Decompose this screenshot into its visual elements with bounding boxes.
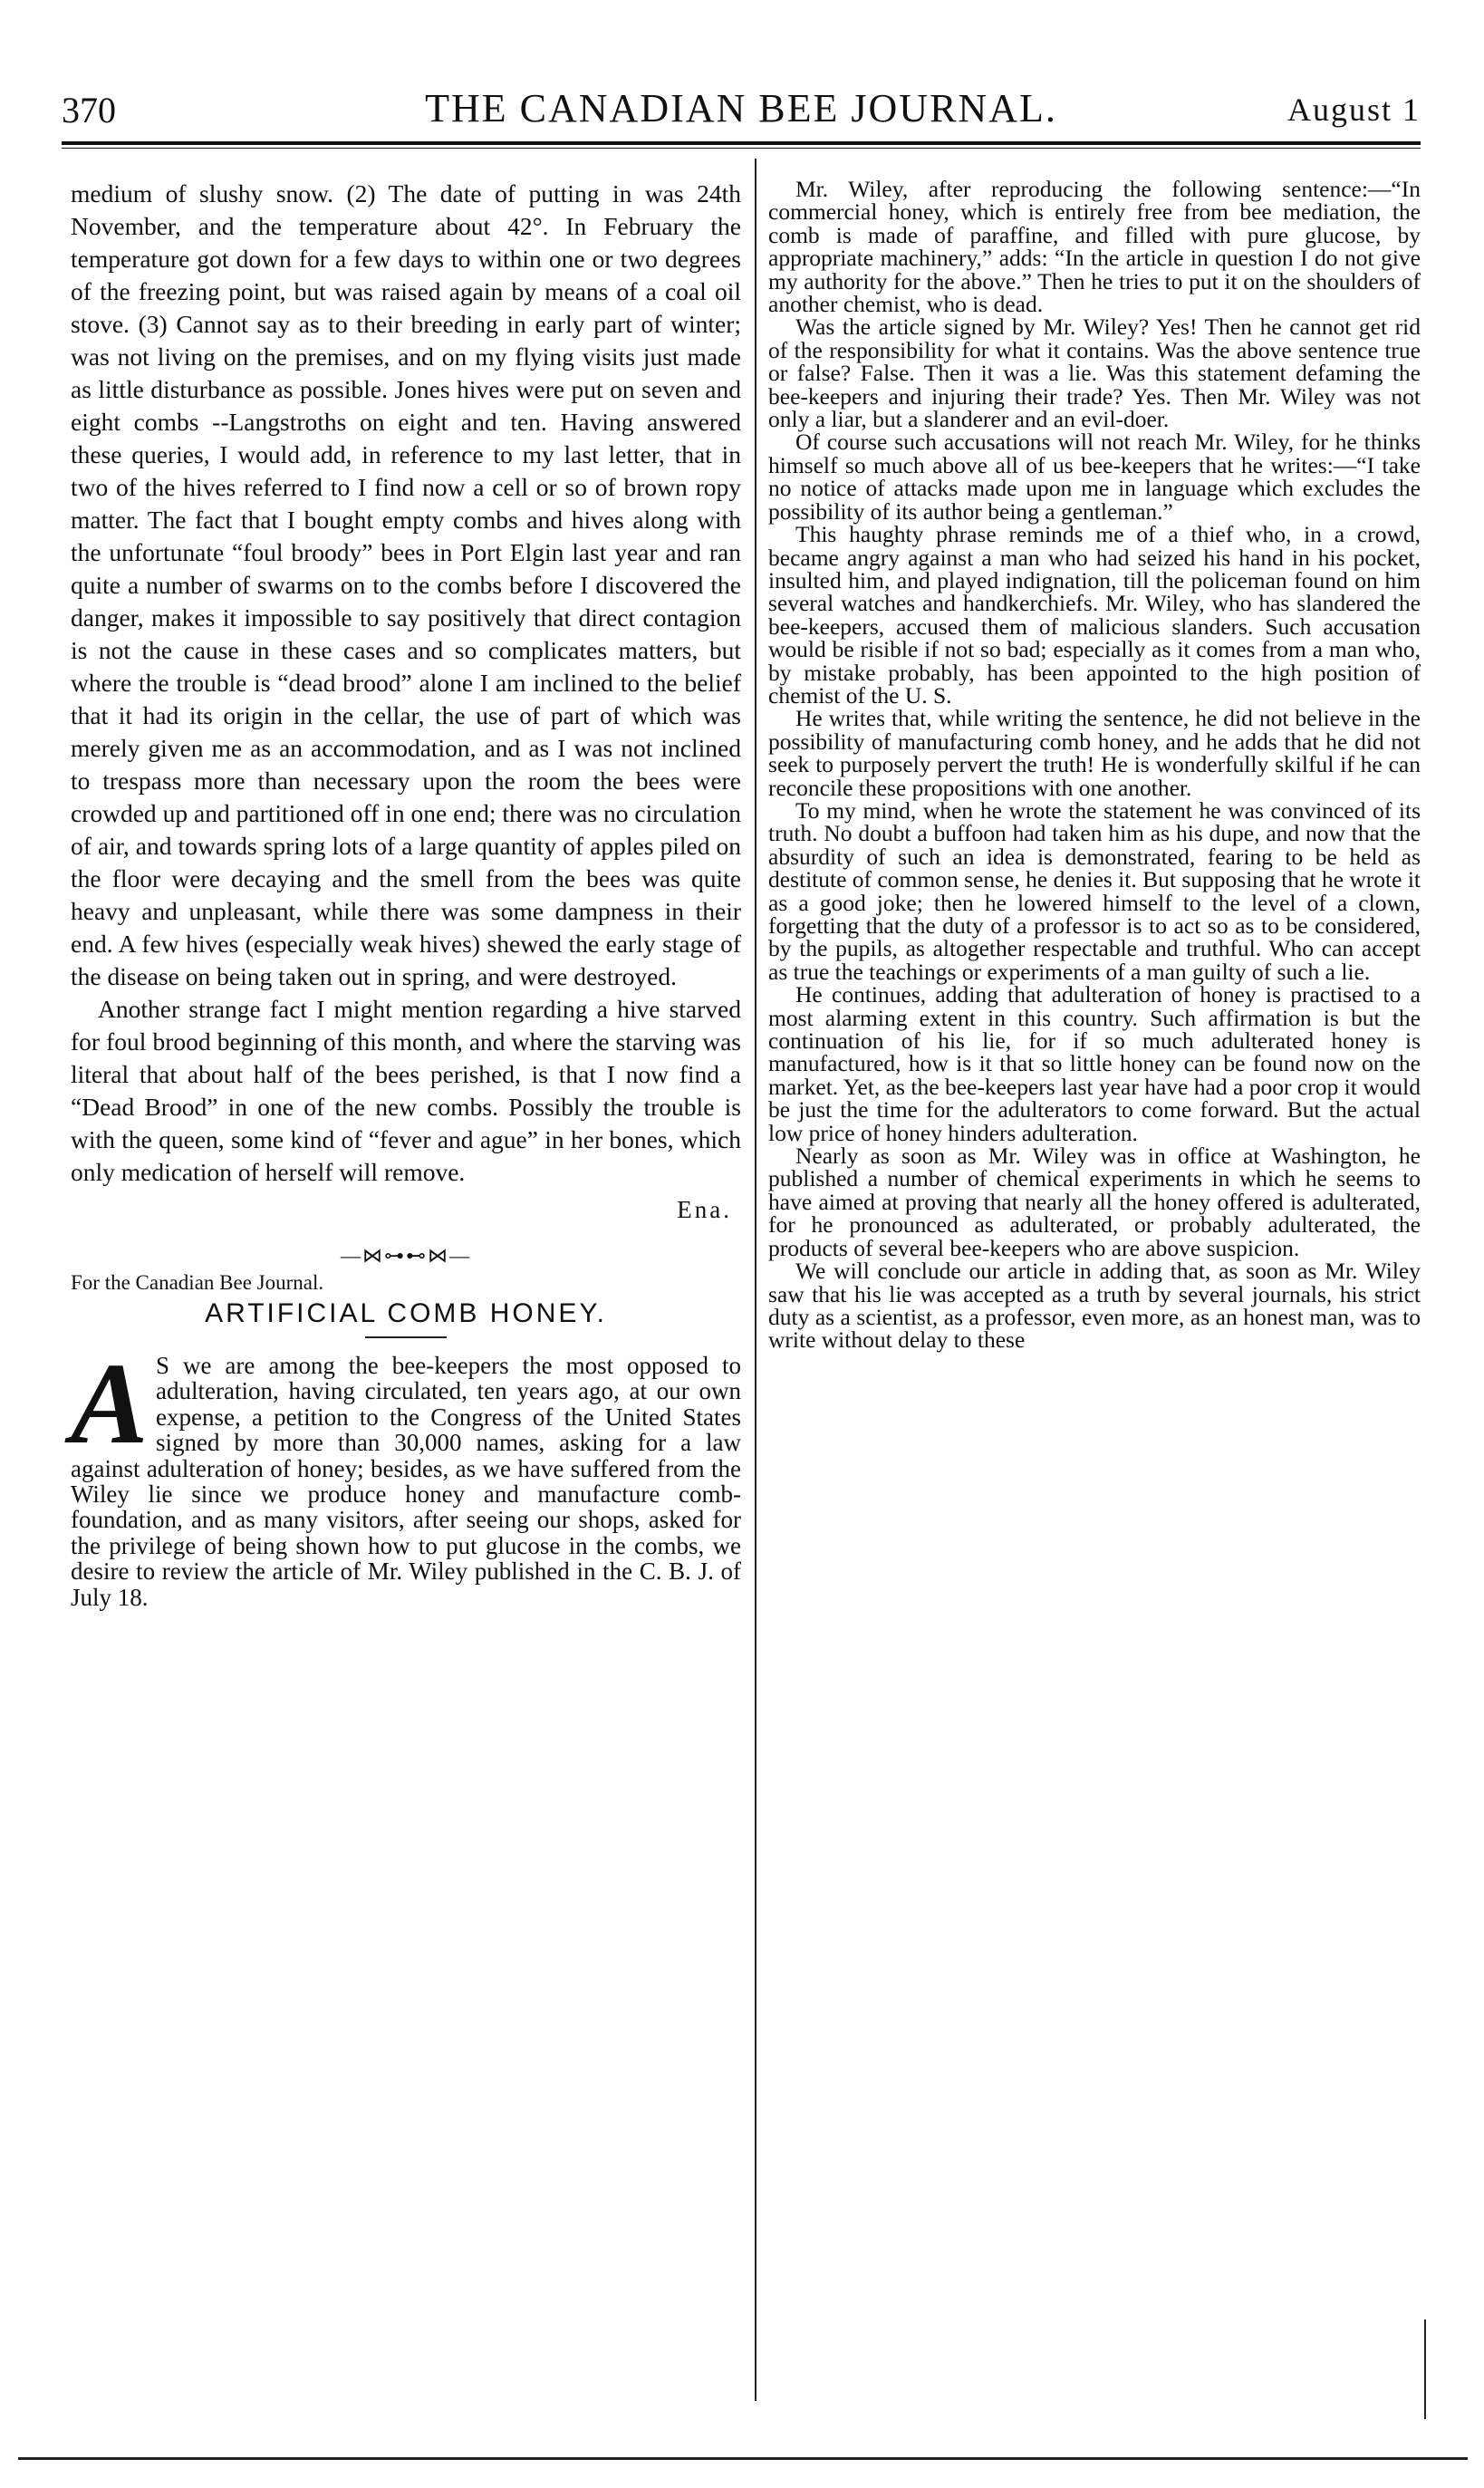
paragraph: medium of slushy snow. (2) The date of putting in was 24th November, and the temperature about 42°. In February the temperature got down for a few days to within one or two degrees of the freezing point, but was raised again by means of a coal oil stove. (3) Cannot say as to their breeding in early part of winter; was not living on the premises, and on my flying visits just made as little disturbance as possible. Jones hives were put on seven and eight combs --Langstroths on eight and ten. Having answered these queries, I would add, in reference to my last letter, that in two of the hives referred to I find now a cell or so of brown ropy matter. The fact that I bought empty combs and hives along with the unfortunate “foul broody” bees in Port Elgin last year and ran quite a number of swarms on to the combs before I discovered the danger, makes it impossible to say positively that direct contagion is not the cause in these cases and so complicates matters, but where the trouble is “dead brood” alone I am inclined to the belief that it had its origin in the cellar, the use of part of which was merely given me as an accommodation, and as I was not inclined to trespass more than necessary upon the room the bees were crowded up and partitioned off in one end; there was no circulation of air, and towards spring lots of a large quantity of apples piled on the floor were decaying and the smell from the bees was quite heavy and unpleasant, while there was some dampness in their end. A few hives (especially weak hives) shewed the early stage of the disease on being taken out in spring, and were destroyed. [71, 179, 741, 990]
paragraph: S we are among the bee-keepers the most opposed to adulteration, having circulated, ten years ago, at our own expense, a petition to the Congress of the United States signed by more than 30,000 names, asking for a law against adulteration of honey; besides, as we have suffered from the Wiley lie since we produce honey and manufacture comb-foundation, and as many visitors, after seeing our shops, asked for the privilege of being shown how to put glucose in the combs, we desire to review the article of Mr. Wiley published in the C. B. J. of July 18. [71, 1352, 741, 1611]
paragraph: Another strange fact I might mention regarding a hive starved for foul brood beginning of this month, and where the starving was literal that about half of the bees perished, is that I now find a “Dead Brood” in one of the new combs. Possibly the trouble is with the queen, some kind of “fever and ague” in her bones, which only medication of herself will remove. [71, 995, 741, 1186]
journal-title: THE CANADIAN BEE JOURNAL. [425, 86, 1057, 130]
right-column [768, 178, 1421, 1352]
paragraph: He writes that, while writing the sentence, he did not believe in the possibility of manufacturing comb honey, and he adds that he did not seek to purposely pervert the truth! He is wonderfully skilful if he can reconcile these propositions with one another. [768, 705, 1421, 801]
source-dateline: For the Canadian Bee Journal. [71, 1271, 324, 1294]
page-bottom-rule [18, 2457, 1468, 2460]
column-edge-rule [1424, 2319, 1426, 2419]
paragraph: We will conclude our article in adding that, as soon as Mr. Wiley saw that his lie was accepted as a truth by several journals, his strict duty as a scientist, as a professor, even more, as an honest man, was to write without delay to these [768, 1258, 1421, 1354]
paragraph: This haughty phrase reminds me of a thief who, in a crowd, became angry against a man who had seized his hand in his pocket, insulted him, and played indignation, till the policeman found on him several watches and handkerchiefs. Mr. Wiley, who has slandered the bee-keepers, accused them of malicious slanders. Such accusation would be risible if not so bad; especially as it comes from a man who, by mistake probably, has been appointed to the high position of chemist of the U. S. [768, 521, 1421, 709]
paragraph: He continues, adding that adulteration of honey is practised to a most alarming extent in this country. Such affirmation is but the continuation of his lie, for if so much adulterated honey is manufactured, how is it that so little honey can be found now on the market. Yet, as the bee-keepers last year have had a poor crop it would be just the time for the adulterators to come forward. But the actual low price of honey hinders adulteration. [768, 981, 1421, 1146]
paragraph: To my mind, when he wrote the statement he was convinced of its truth. No doubt a buffoon had taken him as his dupe, and now that the absurdity of such an idea is demonstrated, fearing to be held as destitute of common sense, he denies it. But supposing that he wrote it as a good joke; then he lowered himself to the level of a clown, forgetting that the duty of a professor is to act so as to be considered, by the pupils, as altogether respectable and truthful. Who can accept as true the teachings or experiments of a man guilty of such a lie. [768, 796, 1421, 985]
column-divider [755, 159, 756, 2401]
paragraph: Nearly as soon as Mr. Wiley was in office at Washington, he published a number of chemical experiments in which he seems to have aimed at proving that nearly all the honey offered is adulterated, for he pronounced as adulterated, or probably adulterated, the products of several bee-keepers who are above suspicion. [768, 1143, 1421, 1261]
section-ornament: —⋈⊶⊷⋈— [341, 1244, 471, 1267]
author-signature: Ena. [677, 1196, 732, 1223]
paragraph: Mr. Wiley, after reproducing the following sentence:—“In commercial honey, which is entirely free from bee mediation, the comb is made of paraffine, and filled with pure glucose, by appropriate machinery,” adds: “In the article in question I do not give my authority for the above.” Then he tries to put it on the shoulders of another chemist, who is dead. [768, 176, 1421, 318]
drop-cap: A [71, 1339, 149, 1468]
page-number: 370 [62, 90, 116, 130]
left-column [71, 178, 741, 1610]
page-header [62, 80, 1421, 143]
article-body [71, 1339, 741, 1611]
header-rule [62, 141, 1421, 145]
header-rule-thin [62, 148, 1421, 149]
article-title: ARTIFICIAL COMB HONEY. [205, 1298, 607, 1328]
paragraph: Of course such accusations will not reach Mr. Wiley, for he thinks himself so much above all of us bee-keepers that he writes:—“I take no notice of attacks made upon me in language which excludes the possibility of its author being a gentleman.” [768, 429, 1421, 525]
issue-date: August 1 [1286, 92, 1421, 128]
paragraph: Was the article signed by Mr. Wiley? Yes! Then he cannot get rid of the responsibility for what it contains. Was the above sentence true or false? False. Then it was a lie. Was this statement defaming the bee-keepers and injuring their trade? Yes. Then Mr. Wiley was not only a liar, but a slanderer and an evil-doer. [768, 313, 1421, 433]
title-rule [365, 1336, 447, 1338]
